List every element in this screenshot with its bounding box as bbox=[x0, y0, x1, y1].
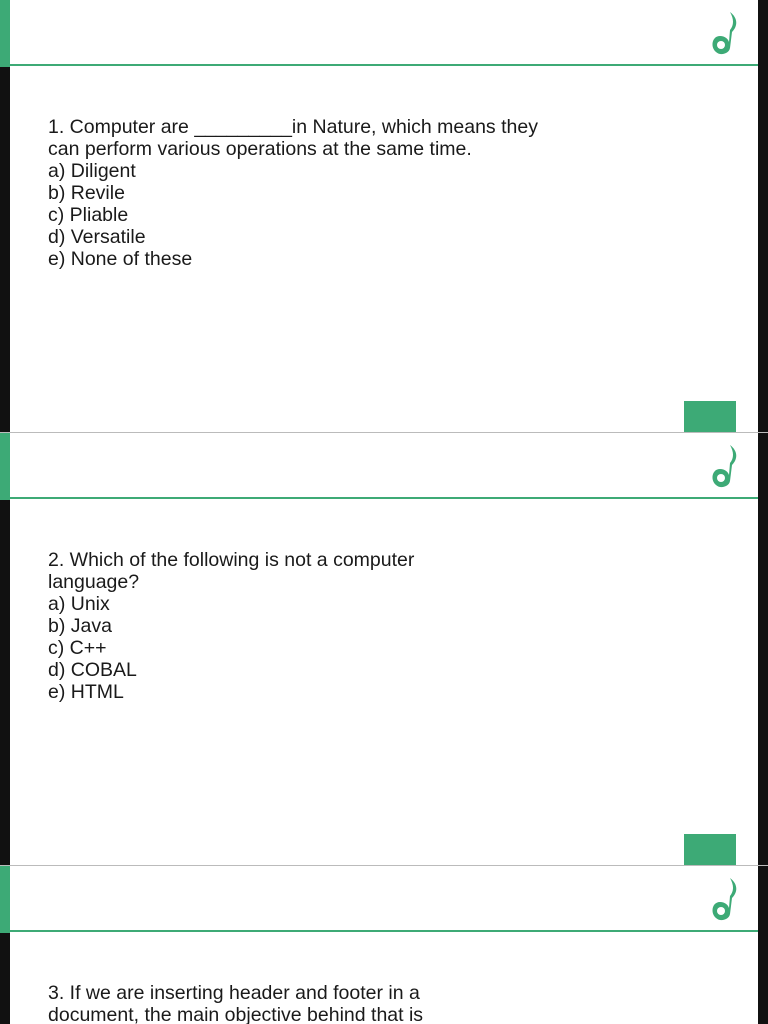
question-text-line: can perform various operations at the same time. bbox=[48, 138, 472, 160]
left-edge bbox=[0, 933, 10, 1024]
question-slide-2 bbox=[0, 433, 768, 866]
header-rule bbox=[10, 64, 758, 66]
slide-separator bbox=[0, 432, 768, 433]
right-edge bbox=[758, 433, 768, 866]
accent-bar bbox=[0, 433, 10, 500]
left-edge bbox=[0, 500, 10, 866]
corner-block bbox=[684, 834, 736, 866]
accent-bar bbox=[0, 0, 10, 67]
question-text-line: language? bbox=[48, 571, 140, 593]
right-edge bbox=[758, 866, 768, 1024]
answer-option[interactable]: a) Diligent bbox=[48, 160, 136, 182]
question-2 bbox=[48, 549, 648, 703]
answer-option[interactable]: e) None of these bbox=[48, 248, 193, 270]
right-edge bbox=[758, 0, 768, 433]
answer-option[interactable]: a) Unix bbox=[48, 593, 110, 615]
corner-block bbox=[684, 401, 736, 433]
leaf-d-logo-icon bbox=[708, 10, 742, 56]
answer-option[interactable]: e) HTML bbox=[48, 681, 124, 703]
question-text-line: 1. Computer are _________in Nature, which means they bbox=[48, 116, 538, 138]
left-edge bbox=[0, 67, 10, 433]
question-text-line: 3. If we are inserting header and footer in a bbox=[48, 982, 420, 1004]
question-text-line: 2. Which of the following is not a computer bbox=[48, 549, 415, 571]
leaf-d-logo-icon bbox=[708, 876, 742, 922]
accent-bar bbox=[0, 866, 10, 933]
answer-option[interactable]: d) Versatile bbox=[48, 226, 146, 248]
header-rule bbox=[10, 497, 758, 499]
leaf-d-logo-icon bbox=[708, 443, 742, 489]
answer-option[interactable]: b) Revile bbox=[48, 182, 125, 204]
question-text-line: document, the main objective behind that is bbox=[48, 1004, 424, 1024]
answer-option[interactable]: c) Pliable bbox=[48, 204, 129, 226]
question-1 bbox=[48, 116, 648, 270]
answer-option[interactable]: b) Java bbox=[48, 615, 112, 637]
question-slide-1 bbox=[0, 0, 768, 433]
slide-separator bbox=[0, 865, 768, 866]
header-rule bbox=[10, 930, 758, 932]
question-slide-3 bbox=[0, 866, 768, 1024]
answer-option[interactable]: c) C++ bbox=[48, 637, 107, 659]
question-3 bbox=[48, 982, 648, 1024]
answer-option[interactable]: d) COBAL bbox=[48, 659, 137, 681]
